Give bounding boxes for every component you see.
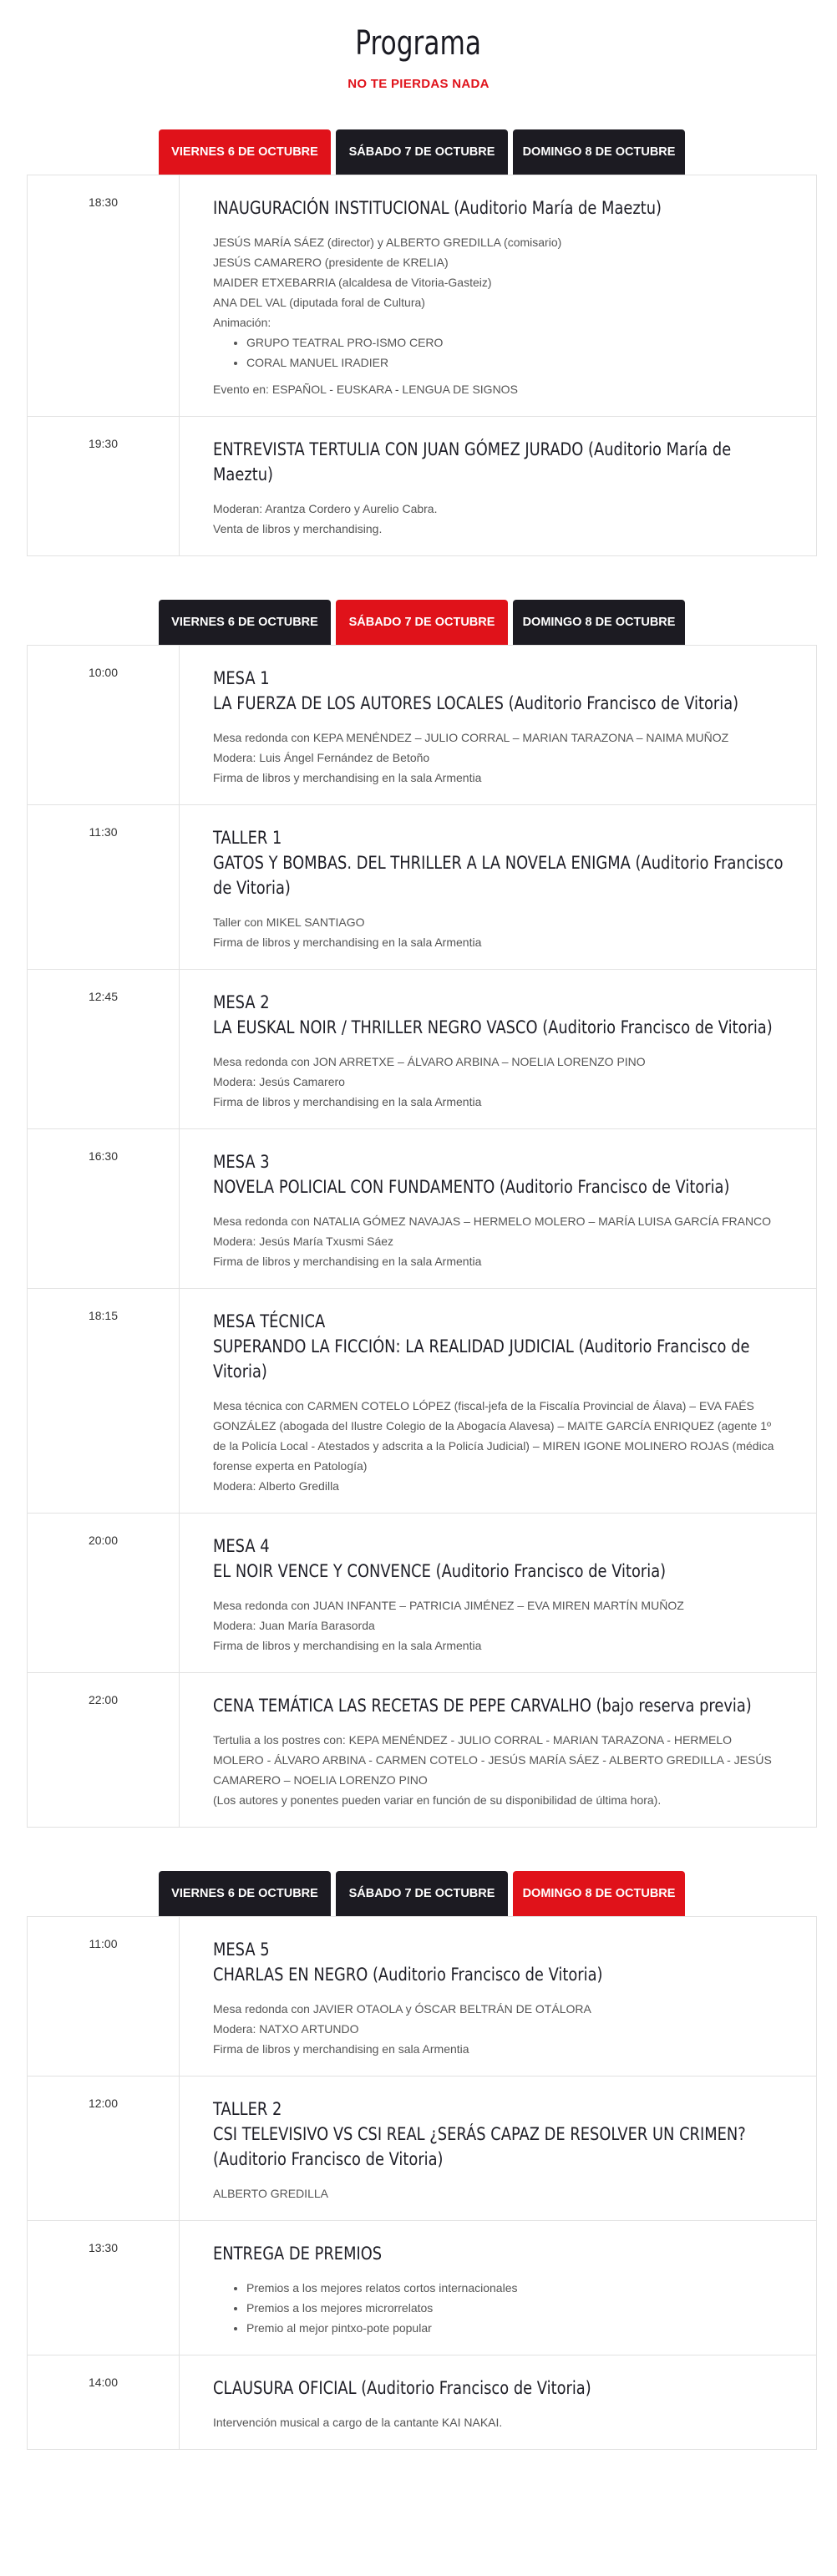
event-title <box>213 2097 784 2172</box>
schedule-row <box>28 1128 816 1288</box>
event-details <box>213 1595 783 1656</box>
event-time: 22:00 <box>28 1673 180 1827</box>
event-content <box>180 805 816 969</box>
event-detail-line: Mesa técnica con CARMEN COTELO LÓPEZ (fiscal-jefa de la Fiscalía Provincial de Álava) – EVA FAÉS GONZÁLEZ (abogada del Ilustre Colegio de la Abogacía Alavesa) – MAITE GARCÍA ENRIQUEZ (agente 1º de la Policía Local - Atestados y adscrita a la Policía Judicial) – MIREN IGONE MOLINERO ROJAS (médica forense experta en Patología) <box>213 1399 774 1473</box>
tab-day-3[interactable]: DOMINGO 8 DE OCTUBRE <box>513 129 685 175</box>
event-content <box>180 2221 816 2355</box>
event-title <box>213 2376 784 2401</box>
schedule-table <box>27 175 817 556</box>
event-time: 16:30 <box>28 1129 180 1288</box>
tab-day-3[interactable]: DOMINGO 8 DE OCTUBRE <box>513 1871 685 1916</box>
schedule-row <box>28 2076 816 2220</box>
event-details <box>213 2278 783 2338</box>
event-detail-line: Firma de libros y merchandising en la sala Armentia <box>213 1639 482 1652</box>
event-content <box>180 1289 816 1513</box>
event-detail-line: Taller con MIKEL SANTIAGO <box>213 915 365 929</box>
event-detail-line: Firma de libros y merchandising en la sala Armentia <box>213 936 482 949</box>
event-title <box>213 195 784 221</box>
event-content <box>180 2355 816 2449</box>
event-detail-line: Intervención musical a cargo de la cantante KAI NAKAI. <box>213 2416 503 2429</box>
schedule-row <box>28 804 816 969</box>
event-title <box>213 666 784 716</box>
schedule-row <box>28 1672 816 1827</box>
event-detail-line: ANA DEL VAL (diputada foral de Cultura) <box>213 296 425 309</box>
event-bullet-item: • GRUPO TEATRAL PRO-ISMO CERO <box>246 332 783 352</box>
schedule-row <box>28 2220 816 2355</box>
event-detail-line: MAIDER ETXEBARRIA (alcaldesa de Vitoria-Gasteiz) <box>213 276 492 289</box>
event-bullet-item: • CORAL MANUEL IRADIER <box>246 352 783 373</box>
event-detail-line: Firma de libros y merchandising en la sala Armentia <box>213 1095 482 1108</box>
event-time: 14:00 <box>28 2355 180 2449</box>
event-content <box>180 175 816 416</box>
event-detail-line: Mesa redonda con JUAN INFANTE – PATRICIA JIMÉNEZ – EVA MIREN MARTÍN MUÑOZ <box>213 1599 684 1612</box>
schedule-row <box>28 646 816 804</box>
event-title-line: ENTREGA DE PREMIOS <box>213 2244 383 2264</box>
event-title-line: CENA TEMÁTICA LAS RECETAS DE PEPE CARVALHO (bajo reserva previa) <box>213 1696 752 1716</box>
event-detail-line: Modera: Jesús María Txusmi Sáez <box>213 1235 394 1248</box>
event-content <box>180 2077 816 2220</box>
event-title-line: MESA 3 <box>213 1152 270 1172</box>
event-detail-line: Firma de libros y merchandising en sala Armentia <box>213 2042 469 2056</box>
event-detail-line: JESÚS MARÍA SÁEZ (director) y ALBERTO GREDILLA (comisario) <box>213 236 562 249</box>
event-detail-line: Modera: Juan María Barasorda <box>213 1619 375 1632</box>
event-details <box>213 2183 783 2203</box>
event-content <box>180 417 816 555</box>
event-bullet-list <box>213 2278 783 2338</box>
event-title-line: EL NOIR VENCE Y CONVENCE (Auditorio Francisco de Vitoria) <box>213 1561 667 1581</box>
tab-day-1[interactable]: VIERNES 6 DE OCTUBRE <box>159 129 331 175</box>
event-time: 18:15 <box>28 1289 180 1513</box>
event-detail-line: Tertulia a los postres con: KEPA MENÉNDEZ - JULIO CORRAL - MARIAN TARAZONA - HERMELO MOLERO - ÁLVARO ARBINA - CARMEN COTELO - JESÚS MARÍA SÁEZ - ALBERTO GREDILLA - JESÚS CAMARERO – NOELIA LORENZO PINO <box>213 1733 772 1787</box>
event-time: 10:00 <box>28 646 180 804</box>
program-sections <box>0 129 837 2450</box>
event-details <box>213 2412 783 2432</box>
event-content <box>180 1917 816 2076</box>
tab-day-2[interactable]: SÁBADO 7 DE OCTUBRE <box>336 129 508 175</box>
event-detail-line: JESÚS CAMARERO (presidente de KRELIA) <box>213 256 449 269</box>
event-title-line: NOVELA POLICIAL CON FUNDAMENTO (Auditorio Francisco de Vitoria) <box>213 1177 730 1197</box>
event-title-line: CLAUSURA OFICIAL (Auditorio Francisco de Vitoria) <box>213 2378 591 2398</box>
event-title <box>213 1309 784 1384</box>
schedule-row <box>28 969 816 1128</box>
event-title <box>213 990 784 1040</box>
event-time: 19:30 <box>28 417 180 555</box>
tab-day-1[interactable]: VIERNES 6 DE OCTUBRE <box>159 1871 331 1916</box>
event-title-line: LA FUERZA DE LOS AUTORES LOCALES (Auditorio Francisco de Vitoria) <box>213 693 739 713</box>
event-details <box>213 1999 783 2059</box>
event-detail-line: Mesa redonda con KEPA MENÉNDEZ – JULIO CORRAL – MARIAN TARAZONA – NAIMA MUÑOZ <box>213 731 729 744</box>
event-detail-line: Mesa redonda con NATALIA GÓMEZ NAVAJAS – HERMELO MOLERO – MARÍA LUISA GARCÍA FRANCO <box>213 1214 772 1228</box>
event-time: 12:00 <box>28 2077 180 2220</box>
event-details <box>213 1396 783 1496</box>
event-bullet-item: • Premio al mejor pintxo-pote popular <box>246 2318 783 2338</box>
tab-day-3[interactable]: DOMINGO 8 DE OCTUBRE <box>513 600 685 645</box>
page-header <box>0 0 837 91</box>
event-details <box>213 912 783 952</box>
event-title-line: SUPERANDO LA FICCIÓN: LA REALIDAD JUDICIAL (Auditorio Francisco de Vitoria) <box>213 1336 750 1382</box>
event-content <box>180 970 816 1128</box>
event-time: 11:00 <box>28 1917 180 2076</box>
event-title-line: CHARLAS EN NEGRO (Auditorio Francisco de Vitoria) <box>213 1965 603 1985</box>
event-bullet-item: • Premios a los mejores microrrelatos <box>246 2298 783 2318</box>
event-title-line: ENTREVISTA TERTULIA CON JUAN GÓMEZ JURADO (Auditorio María de Maeztu) <box>213 439 732 484</box>
schedule-table <box>27 1916 817 2450</box>
event-title <box>213 2241 784 2266</box>
schedule-row <box>28 175 816 416</box>
day-tabs <box>27 600 817 645</box>
event-time: 12:45 <box>28 970 180 1128</box>
tab-day-2[interactable]: SÁBADO 7 DE OCTUBRE <box>336 1871 508 1916</box>
event-time: 13:30 <box>28 2221 180 2355</box>
event-detail-line: Animación: <box>213 316 271 329</box>
event-title <box>213 1693 784 1718</box>
event-detail-line: (Los autores y ponentes pueden variar en función de su disponibilidad de última hora). <box>213 1793 662 1807</box>
event-title <box>213 1149 784 1199</box>
event-content <box>180 646 816 804</box>
event-title <box>213 437 784 487</box>
event-details <box>213 728 783 788</box>
event-details <box>213 1052 783 1112</box>
event-time: 18:30 <box>28 175 180 416</box>
event-detail-line: Modera: Jesús Camarero <box>213 1075 345 1088</box>
event-bullet-list <box>213 332 783 373</box>
day-tabs <box>27 129 817 175</box>
schedule-row <box>28 416 816 555</box>
event-title-line: TALLER 1 <box>213 828 282 848</box>
event-bullet-item: • Premios a los mejores relatos cortos internacionales <box>246 2278 783 2298</box>
event-time: 20:00 <box>28 1514 180 1672</box>
event-details <box>213 232 783 399</box>
event-detail-line: ALBERTO GREDILLA <box>213 2187 328 2200</box>
day-section <box>27 129 817 556</box>
event-title-line: CSI TELEVISIVO VS CSI REAL ¿SERÁS CAPAZ DE RESOLVER UN CRIMEN? (Auditorio Francisco de Vitoria) <box>213 2124 746 2169</box>
event-detail-line: Mesa redonda con JON ARRETXE – ÁLVARO ARBINA – NOELIA LORENZO PINO <box>213 1055 646 1068</box>
event-details <box>213 1211 783 1271</box>
event-detail-line: Firma de libros y merchandising en la sala Armentia <box>213 1255 482 1268</box>
event-title-line: MESA 4 <box>213 1536 270 1556</box>
event-time: 11:30 <box>28 805 180 969</box>
event-content <box>180 1673 816 1827</box>
event-detail-line: Firma de libros y merchandising en la sala Armentia <box>213 771 482 784</box>
page-subtitle: NO TE PIERDAS NADA <box>347 77 490 91</box>
event-detail-line: Venta de libros y merchandising. <box>213 522 383 535</box>
event-title-line: MESA 2 <box>213 992 270 1012</box>
tab-day-2[interactable]: SÁBADO 7 DE OCTUBRE <box>336 600 508 645</box>
event-title <box>213 1937 784 1987</box>
event-details <box>213 1730 783 1810</box>
schedule-row <box>28 1917 816 2076</box>
event-detail-line: Evento en: ESPAÑOL - EUSKARA - LENGUA DE SIGNOS <box>213 383 518 396</box>
event-title <box>213 1534 784 1584</box>
event-title-line: MESA 1 <box>213 668 270 688</box>
event-detail-line: Mesa redonda con JAVIER OTAOLA y ÓSCAR BELTRÁN DE OTÁLORA <box>213 2002 591 2016</box>
event-detail-line: Moderan: Arantza Cordero y Aurelio Cabra. <box>213 502 438 515</box>
event-title-line: TALLER 2 <box>213 2099 282 2119</box>
event-details <box>213 499 783 539</box>
event-title-line: MESA TÉCNICA <box>213 1311 326 1331</box>
day-section <box>27 600 817 1828</box>
event-detail-line: Modera: NATXO ARTUNDO <box>213 2022 359 2036</box>
page-title: Programa <box>355 24 482 63</box>
event-title-line: MESA 5 <box>213 1940 270 1960</box>
day-section <box>27 1871 817 2450</box>
tab-day-1[interactable]: VIERNES 6 DE OCTUBRE <box>159 600 331 645</box>
event-title-line: INAUGURACIÓN INSTITUCIONAL (Auditorio María de Maeztu) <box>213 198 662 218</box>
schedule-row <box>28 1513 816 1672</box>
event-detail-line: Modera: Luis Ángel Fernández de Betoño <box>213 751 430 764</box>
event-title-line: GATOS Y BOMBAS. DEL THRILLER A LA NOVELA ENIGMA (Auditorio Francisco de Vitoria) <box>213 853 784 898</box>
event-content <box>180 1129 816 1288</box>
schedule-row <box>28 1288 816 1513</box>
event-title <box>213 825 784 900</box>
event-title-line: LA EUSKAL NOIR / THRILLER NEGRO VASCO (Auditorio Francisco de Vitoria) <box>213 1017 773 1037</box>
event-content <box>180 1514 816 1672</box>
schedule-table <box>27 645 817 1828</box>
day-tabs <box>27 1871 817 1916</box>
schedule-row <box>28 2355 816 2449</box>
event-detail-line: Modera: Alberto Gredilla <box>213 1479 339 1493</box>
